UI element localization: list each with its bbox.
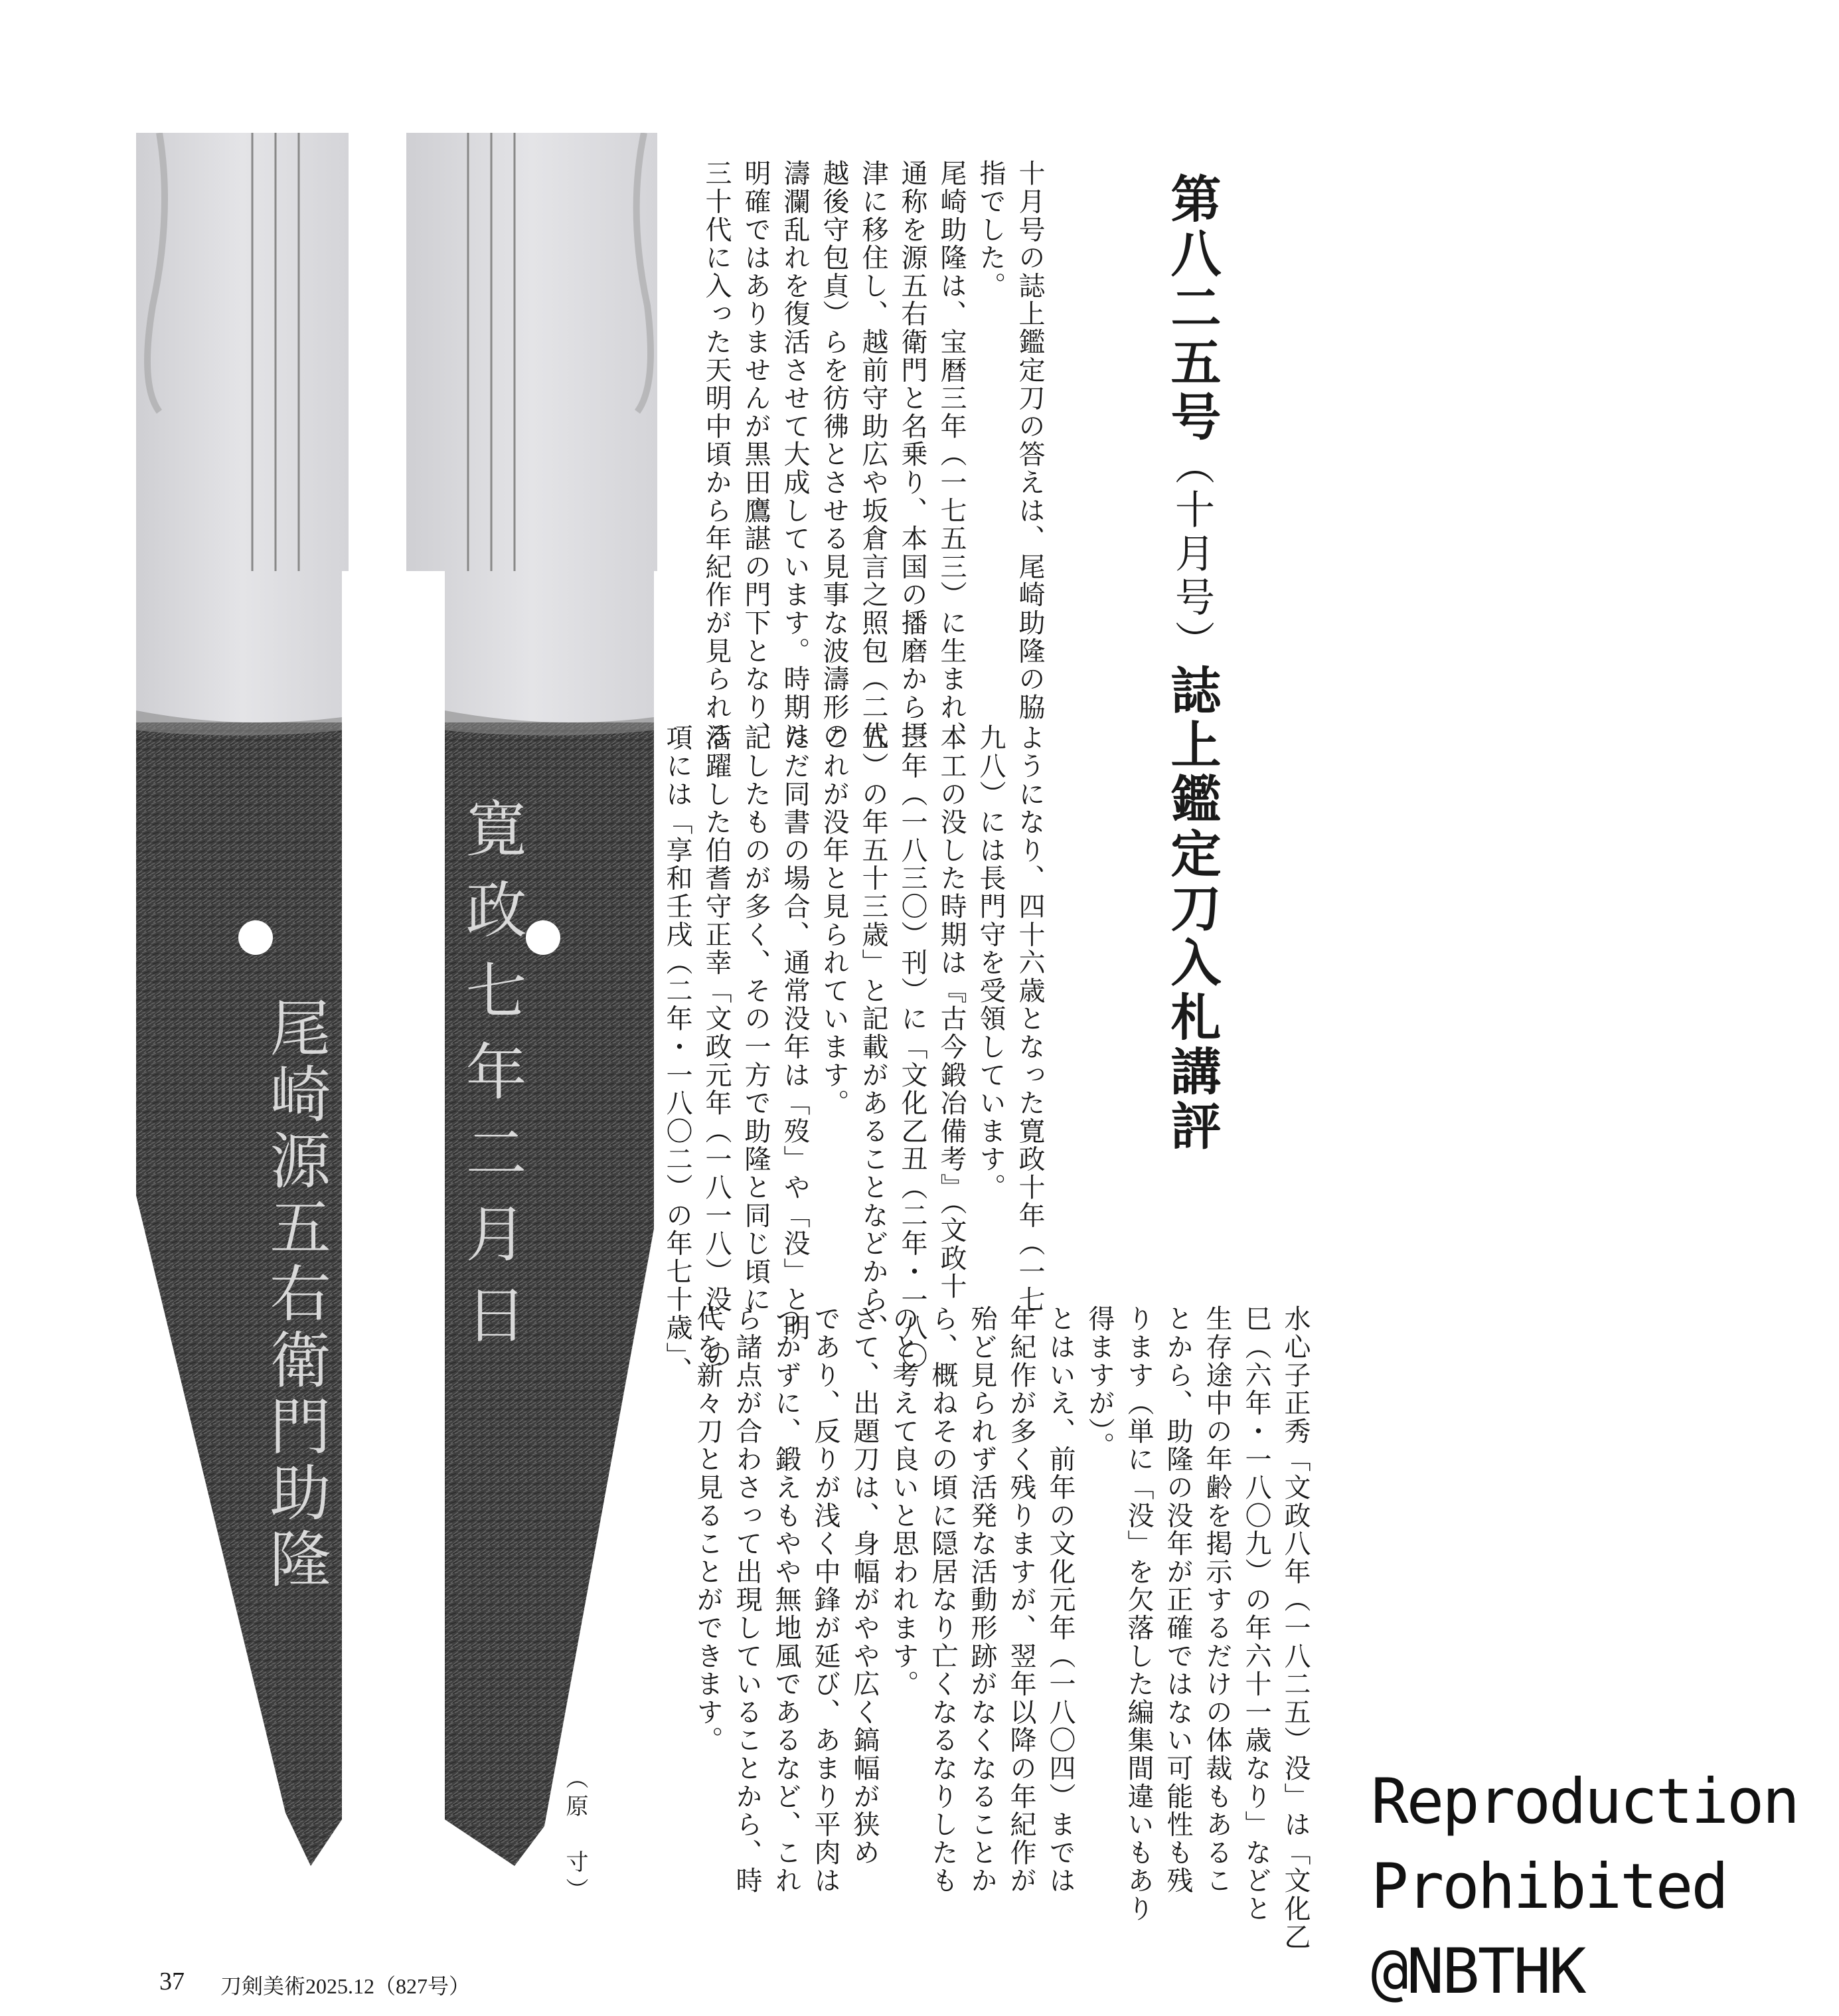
text-line: であり、反りが浅く中鋒が延び、あまり平肉は bbox=[810, 1305, 840, 1895]
text-line: 津に移住し、越前守助広や坂倉言之照包（二代 bbox=[858, 159, 888, 750]
text-line: 活躍した伯耆守正幸「文政元年（一八一八）没」の bbox=[701, 724, 732, 1370]
text-line: 本工の没した時期は『古今鍛冶備考』（文政十 bbox=[936, 724, 967, 1301]
mekugi-ana-hole bbox=[238, 920, 273, 955]
page-number: 37 bbox=[159, 1968, 185, 1995]
sword-tang-oshigata bbox=[133, 133, 664, 1873]
text-line: 殆ど見られず活発な活動形跡がなくなることか bbox=[967, 1305, 997, 1895]
text-line: ただ同書の場合、通常没年は「歿」や「没」と明 bbox=[779, 724, 810, 1342]
text-line: さて、出題刀は、身幅がやや広く鎬幅が狭め bbox=[849, 1305, 880, 1867]
text-line: 得ますが）。 bbox=[1084, 1305, 1115, 1460]
text-line: とはいえ、前年の文化元年（一八〇四）までは bbox=[1045, 1305, 1076, 1895]
text-line: 代を新々刀と見ることができます。 bbox=[692, 1305, 723, 1754]
text-line: つかずに、鍛えもやや無地風であるなど、これ bbox=[771, 1305, 801, 1895]
text-line: 巳（六年・一八〇九）の年六十一歳なり」などと bbox=[1241, 1305, 1271, 1923]
text-line: これが没年と見られています。 bbox=[819, 724, 849, 1118]
text-line: ようになり、四十六歳となった寛政十年（一七 bbox=[1014, 724, 1045, 1314]
text-line: 尾崎助隆は、宝暦三年（一七五三）に生まれ、 bbox=[936, 159, 967, 750]
publication-footer: 刀剣美術2025.12（827号） bbox=[220, 1974, 471, 1998]
title-issue-number: 第八二五号 bbox=[1162, 173, 1222, 445]
title-month: （十月号） bbox=[1168, 445, 1215, 664]
text-line: 十月号の誌上鑑定刀の答えは、尾崎助隆の脇 bbox=[1014, 159, 1045, 721]
article-text-block-lower bbox=[688, 1305, 1315, 1951]
text-line: 指でした。 bbox=[975, 159, 1006, 300]
mei-inscription-ura: 寛政七年二月日 bbox=[455, 797, 527, 1364]
title-heading: 誌上鑑定刀入札講評 bbox=[1162, 664, 1222, 1154]
text-line: 明確ではありませんが黒田鷹諶の門下となり、 bbox=[740, 159, 771, 750]
text-line: 項には「享和壬戌（二年・一八〇二）の年七十歳」、 bbox=[662, 724, 692, 1385]
text-line: のと考えて良いと思われます。 bbox=[888, 1305, 919, 1699]
mekugi-ana-hole bbox=[526, 920, 560, 955]
article-title bbox=[1139, 173, 1232, 1155]
scale-note: （原 寸） bbox=[562, 1766, 588, 1906]
tang-ura bbox=[406, 133, 657, 1866]
text-line: ら諸点が合わさって出現していることから、時 bbox=[732, 1305, 762, 1895]
text-line: 九八）には長門守を受領しています。 bbox=[975, 724, 1006, 1202]
text-line: 生存途中の年齢を掲示するだけの体裁もあるこ bbox=[1202, 1305, 1232, 1895]
mei-inscription-omote: 尾崎源五右衛門助隆 bbox=[260, 996, 331, 1594]
text-line: 三年（一八三〇）刊）に「文化乙丑（二年・一八〇 bbox=[897, 724, 927, 1370]
text-line: 濤瀾乱れを復活させて大成しています。時期は bbox=[779, 159, 810, 750]
article-text-block-middle bbox=[657, 724, 1049, 1385]
text-line: ります（単に「没」を欠落した編集間違いもあり bbox=[1123, 1305, 1154, 1923]
text-line: 水心子正秀「文政八年（一八二五）没」は「文化乙 bbox=[1280, 1305, 1311, 1951]
text-line: ら、概ねその頃に隠居なり亡くなるなりしたも bbox=[927, 1305, 958, 1895]
text-line: 五）の年五十三歳」と記載があることなどから、 bbox=[858, 724, 888, 1342]
text-line: 三十代に入った天明中頃から年紀作が見られる bbox=[701, 159, 732, 750]
watermark: Reproduction Prohibited @NBTHK bbox=[1371, 1766, 1799, 2008]
text-line: 記したものが多く、その一方で助隆と同じ頃に bbox=[740, 724, 771, 1314]
text-line: 年紀作が多く残りますが、翌年以降の年紀作が bbox=[1006, 1305, 1036, 1895]
article-text-block-upper bbox=[696, 159, 1049, 750]
text-line: 越後守包貞）らを彷彿とさせる見事な波濤形の bbox=[819, 159, 849, 750]
text-line: 通称を源五右衛門と名乗り、本国の播磨から摂 bbox=[897, 159, 927, 750]
text-line: とから、助隆の没年が正確ではない可能性も残 bbox=[1162, 1305, 1193, 1895]
